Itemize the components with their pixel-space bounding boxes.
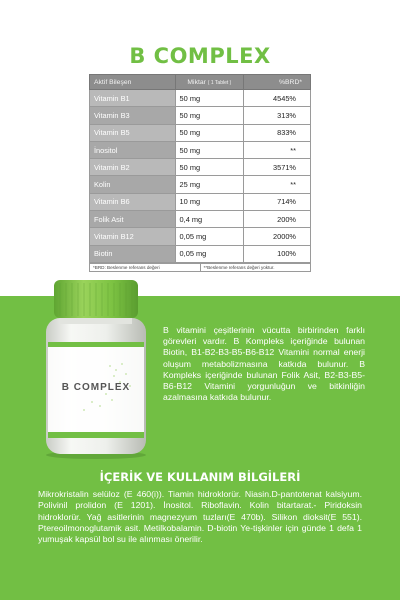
ingredient-amount: 0,05 mg [175,245,244,262]
ingredient-brd: 833% [244,124,311,141]
ingredient-brd: 2000% [244,228,311,245]
table-row [90,159,311,176]
table-row [90,245,311,262]
ingredient-brd: 4545% [244,90,311,107]
table-row [90,228,311,245]
ingredient-brd: 200% [244,211,311,228]
ingredient-name: Vitamin B1 [90,90,176,107]
ingredient-amount: 50 mg [175,90,244,107]
table-row [90,124,311,141]
header-brd: %BRD* [244,75,311,90]
ingredient-amount: 50 mg [175,124,244,141]
ingredients-text: Mikrokristalin selüloz (E 460(i)). Tiamin hidroklorür. Niasin.D-pantotenat kalsiyum. Polivinil prolidon (E 1201). İnositol. Riboflavin. Kolin bitartarat.- Piridoksin hidroklorür. Yağ asitlerinin magnezyum tuzları(E 470b). Silikon dioksit(E 551). Ptereoilmonoglutamik asit. Metilkobalamin. D-biotin Ye-tişkinler için günde 1 defa 1 yumuşak kapsül bol su ile alınması önerilir. [38,489,362,545]
ingredient-name: Vitamin B5 [90,124,176,141]
ingredient-amount: 10 mg [175,193,244,210]
ingredient-name: Vitamin B3 [90,107,176,124]
ingredient-amount: 50 mg [175,141,244,158]
table-row [90,211,311,228]
table-header-row [90,75,311,90]
ingredient-brd: ** [244,176,311,193]
supplement-bottle-image [40,274,152,460]
ingredient-name: Vitamin B12 [90,228,176,245]
table-row [90,141,311,158]
ingredient-brd: 3571% [244,159,311,176]
ingredient-amount: 50 mg [175,107,244,124]
ingredient-name: Vitamin B6 [90,193,176,210]
ingredient-name: İnositol [90,141,176,158]
product-description: B vitamini çeşitlerinin vücutta birbirinden farklı görevleri vardır. B Kompleks içeriğinde bulunan Biotin, B1-B2-B3-B5-B6-B12 Vitamini normal enerji oluşum metabolizmasına katkıda bulunur. B Kompleks içeriğinde bulunan Folik Asit, B2-B3-B5-B6-B12 Vitamini yorgunluğun ve bitkinliğin azalmasına katkıda bulunur. [163,325,365,403]
ingredient-brd: 100% [244,245,311,262]
table-footnotes [89,263,311,272]
header-active-ingredient: Aktif Bileşen [90,75,176,90]
ingredient-brd: ** [244,141,311,158]
header-amount [175,75,244,90]
ingredient-brd: 313% [244,107,311,124]
ingredients-heading: İÇERİK VE KULLANIM BİLGİLERİ [99,470,301,484]
table-row [90,107,311,124]
table-row [90,90,311,107]
table-row [90,193,311,210]
ingredient-name: Biotin [90,245,176,262]
ingredient-brd: 714% [244,193,311,210]
ingredient-amount: 0,4 mg [175,211,244,228]
ingredient-amount: 25 mg [175,176,244,193]
page-title: B COMPLEX [129,44,271,68]
nutrition-table [89,74,311,263]
ingredient-amount: 0,05 mg [175,228,244,245]
ingredient-name: Folik Asit [90,211,176,228]
ingredient-amount: 50 mg [175,159,244,176]
footnote-no-brd: **Beslenme referans değeri yoktur. [200,264,311,271]
footnote-brd: *BRD: Beslenme referans değeri [93,265,160,270]
header-amount-label: Miktar [187,78,206,86]
table-row [90,176,311,193]
ingredient-name: Vitamin B2 [90,159,176,176]
ingredient-name: Kolin [90,176,176,193]
bottle-label-text: B COMPLEX [61,382,131,393]
header-amount-unit: ( 1 Tablet ) [207,79,232,86]
